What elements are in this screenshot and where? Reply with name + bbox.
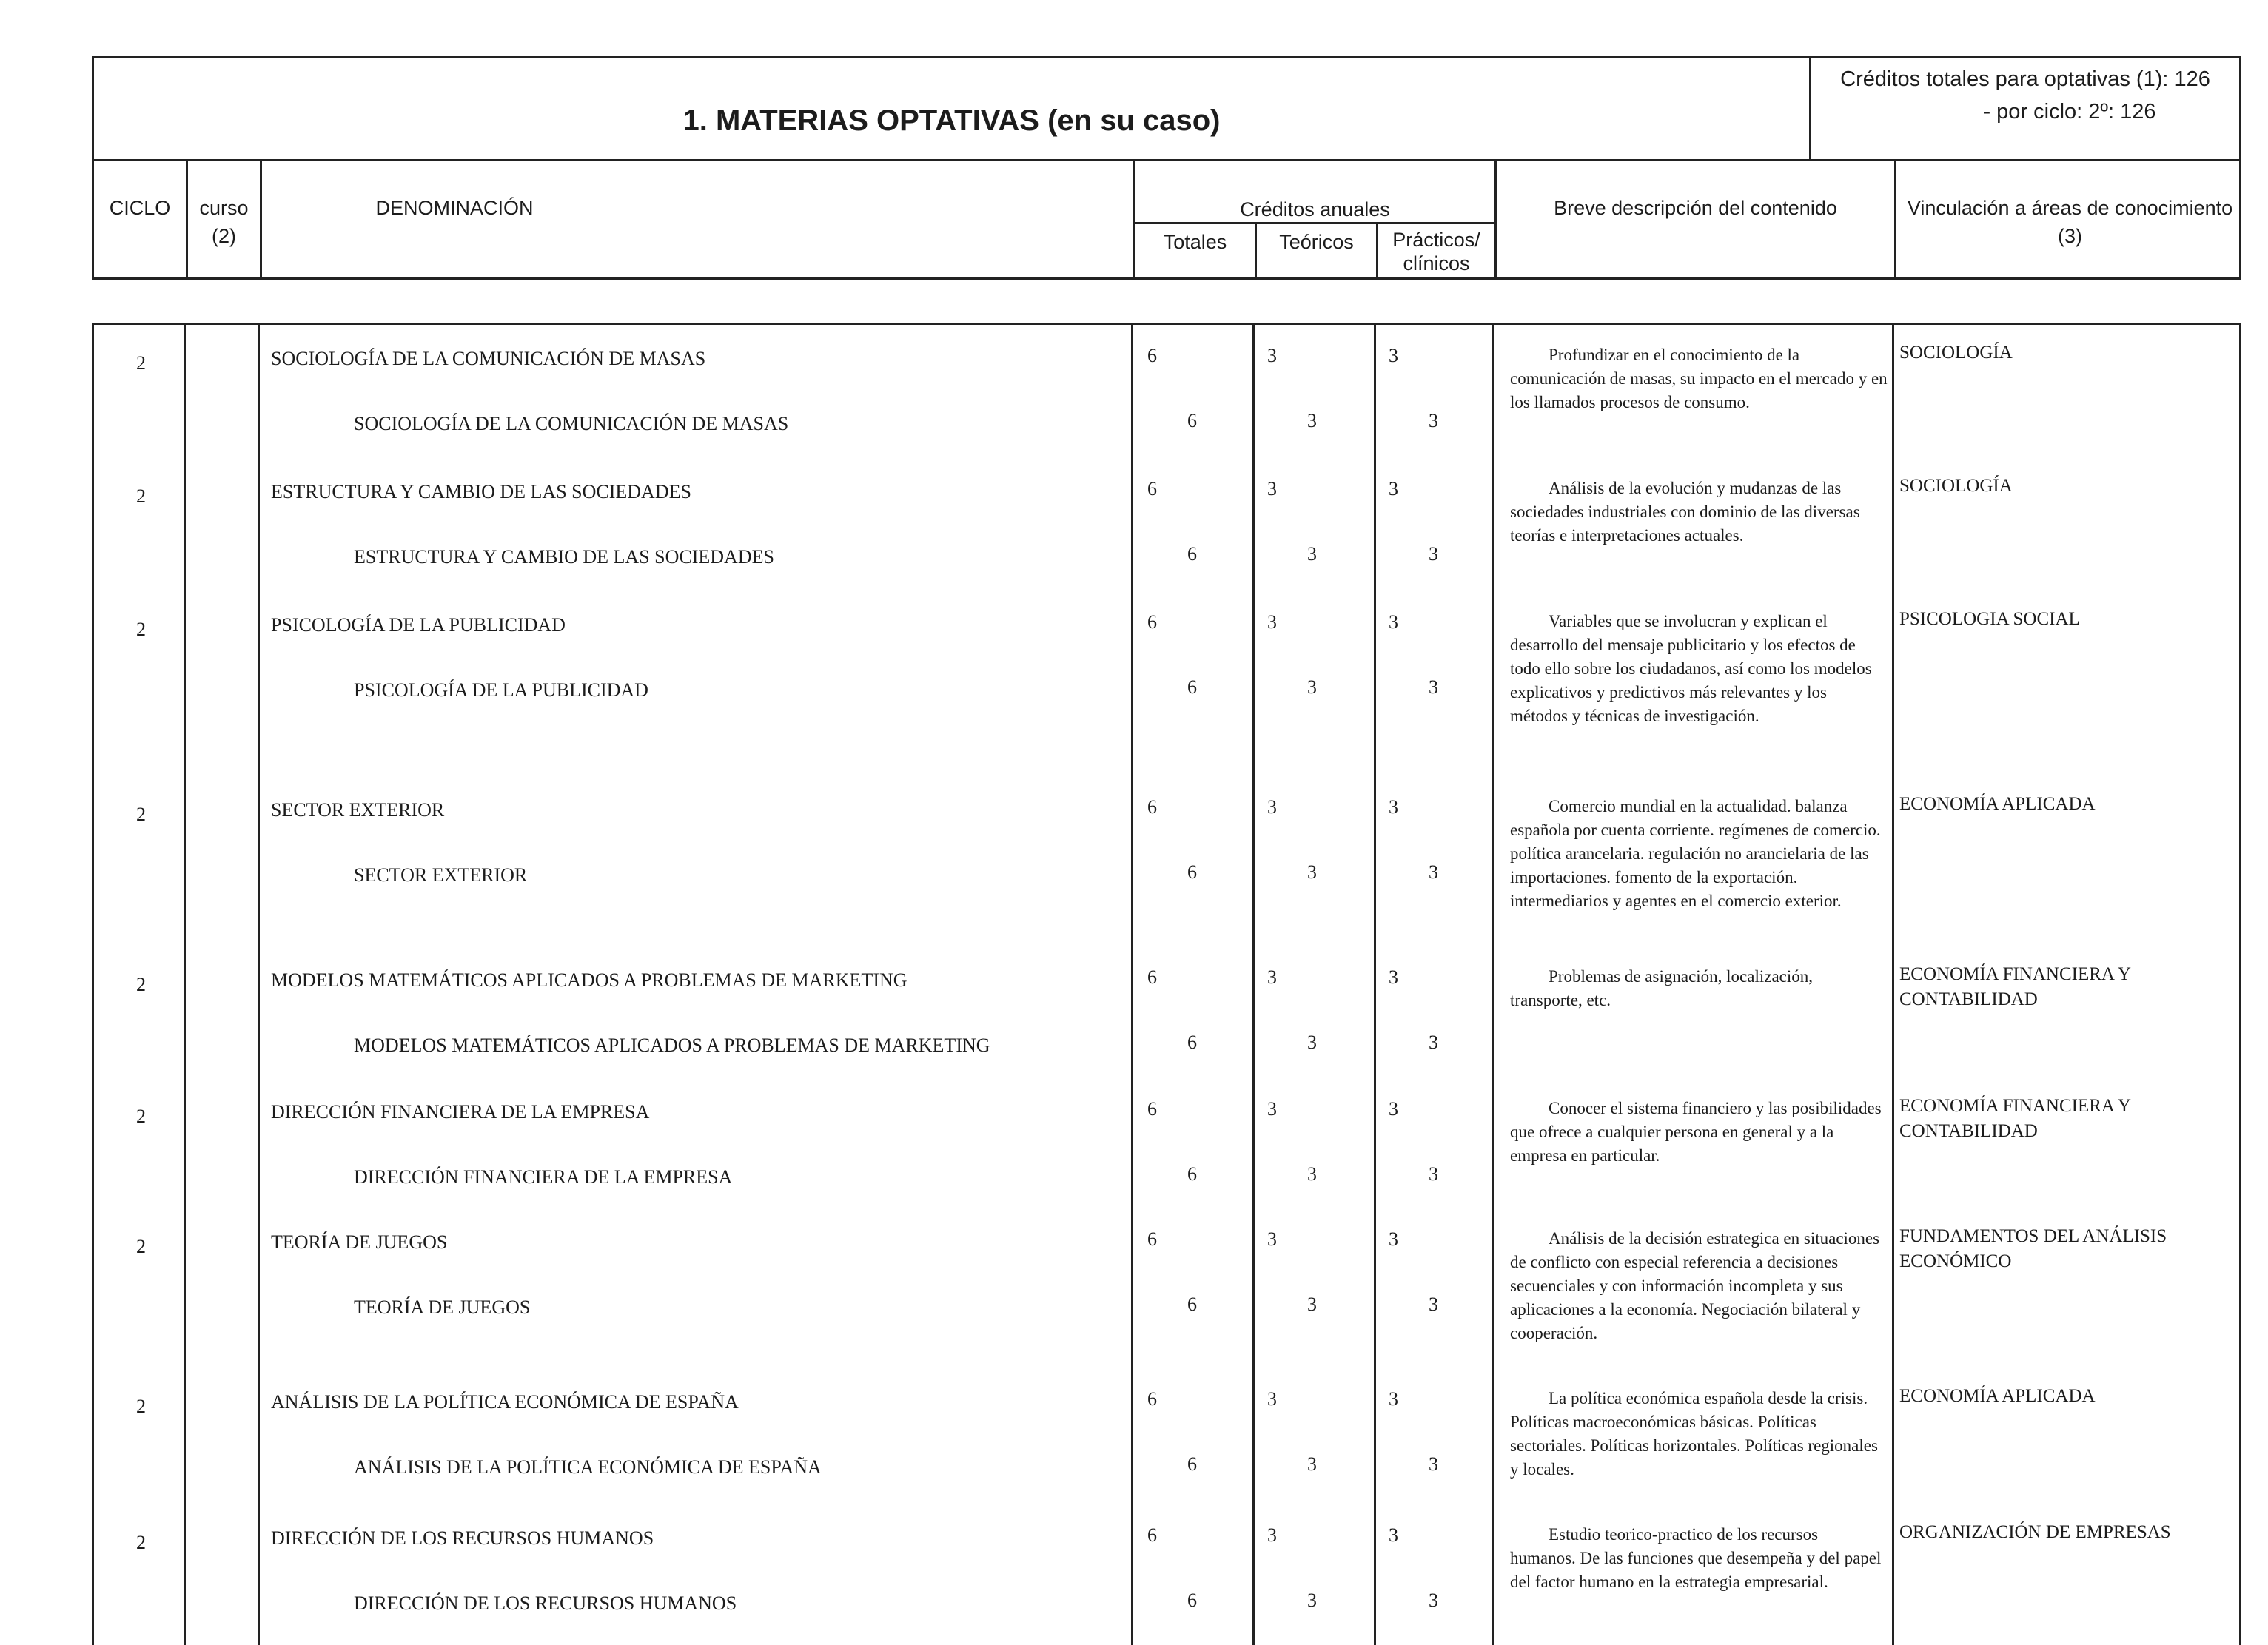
- table-rule: [92, 325, 94, 1645]
- asignatura-teoricos: 3: [1307, 861, 1317, 883]
- asignatura-practicos: 3: [1429, 1032, 1438, 1053]
- column-headers: [92, 161, 2241, 280]
- asignatura-name: SECTOR EXTERIOR: [354, 864, 528, 886]
- asignatura-teoricos: 3: [1307, 676, 1317, 698]
- asignatura-practicos: 3: [1429, 1163, 1438, 1185]
- header-vinculacion-label: Vinculación a áreas de conocimiento: [1907, 197, 2233, 219]
- creditos-totales: 6: [1147, 478, 1157, 499]
- asignatura-totales: 6: [1187, 410, 1197, 431]
- descripcion-contenido: La política económica española desde la crisis. Políticas macroeconómicas básicas. Políticas sectoriales. Políticas horizontales. Políticas regionales y locales.: [1510, 1389, 1878, 1479]
- header-curso: [188, 194, 260, 250]
- asignatura-practicos: 3: [1429, 1294, 1438, 1315]
- area-conocimiento: ECONOMÍA FINANCIERA Y CONTABILIDAD: [1899, 1096, 2131, 1141]
- area-conocimiento: ORGANIZACIÓN DE EMPRESAS: [1899, 1522, 2171, 1542]
- header-denominacion: DENOMINACIÓN: [375, 197, 534, 219]
- creditos-teoricos: 3: [1267, 611, 1277, 633]
- descripcion-contenido: Análisis de la evolución y mudanzas de las sociedades industriales con dominio de las diversas teorías e interpretaciones actuales.: [1510, 479, 1860, 545]
- creditos-teoricos: 3: [1267, 345, 1277, 366]
- table-rule: [258, 325, 260, 1645]
- ciclo-value: 2: [136, 352, 146, 374]
- asignatura-totales: 6: [1187, 861, 1197, 883]
- header-creditos-anuales: Créditos anuales: [1240, 198, 1390, 221]
- header-vinculacion-note: (3): [2058, 225, 2082, 247]
- creditos-teoricos: 3: [1267, 966, 1277, 988]
- asignatura-practicos: 3: [1429, 543, 1438, 565]
- creditos-totales: 6: [1147, 1098, 1157, 1120]
- asignatura-totales: 6: [1187, 1590, 1197, 1611]
- creditos-totales: 6: [1147, 345, 1157, 366]
- asignatura-practicos: 3: [1429, 1590, 1438, 1611]
- ciclo-value: 2: [136, 485, 146, 507]
- ciclo-value: 2: [136, 1106, 146, 1127]
- asignatura-name: MODELOS MATEMÁTICOS APLICADOS A PROBLEMAS DE MARKETING: [354, 1035, 990, 1056]
- materia-name: TEORÍA DE JUEGOS: [271, 1231, 448, 1253]
- page-title: 1. MATERIAS OPTATIVAS (en su caso): [682, 104, 1221, 137]
- header-curso-label: curso: [199, 197, 249, 219]
- descripcion-contenido: Profundizar en el conocimiento de la comunicación de masas, su impacto en el mercado y en los llamados procesos de consumo.: [1510, 346, 1888, 411]
- materia-name: ANÁLISIS DE LA POLÍTICA ECONÓMICA DE ESPAÑA: [271, 1391, 739, 1413]
- table-rule: [1252, 325, 1255, 1645]
- descripcion-contenido: Comercio mundial en la actualidad. balanza española por cuenta corriente. regímenes de comercio. política arancelaria. regulación no arancielaria de las importaciones. fomento de la exportación. intermediarios y agentes en el comercio exterior.: [1510, 797, 1881, 910]
- area-conocimiento: SOCIOLOGÍA: [1899, 476, 2013, 496]
- creditos-practicos: 3: [1389, 1228, 1398, 1250]
- materia-name: ESTRUCTURA Y CAMBIO DE LAS SOCIEDADES: [271, 481, 691, 502]
- materia-name: MODELOS MATEMÁTICOS APLICADOS A PROBLEMAS DE MARKETING: [271, 969, 907, 991]
- area-conocimiento: FUNDAMENTOS DEL ANÁLISIS ECONÓMICO: [1899, 1226, 2167, 1271]
- ciclo-value: 2: [136, 1396, 146, 1417]
- asignatura-teoricos: 3: [1307, 1590, 1317, 1611]
- descripcion-contenido: Variables que se involucran y explican el desarrollo del mensaje publicitario y los efectos de todo ello sobre los ciudadanos, así como los modelos explicativos y predictivos más relevantes y los métodos y técnicas de investigación.: [1510, 612, 1872, 725]
- area-conocimiento: SOCIOLOGÍA: [1899, 343, 2013, 363]
- materia-name: PSICOLOGÍA DE LA PUBLICIDAD: [271, 614, 566, 636]
- ciclo-value: 2: [136, 1532, 146, 1553]
- table-rule: [184, 325, 186, 1645]
- materia-name: DIRECCIÓN FINANCIERA DE LA EMPRESA: [271, 1101, 650, 1123]
- creditos-practicos: 3: [1389, 1524, 1398, 1546]
- header-curso-note: (2): [212, 225, 236, 247]
- table-rule: [1892, 325, 1894, 1645]
- asignatura-totales: 6: [1187, 676, 1197, 698]
- asignatura-name: ANÁLISIS DE LA POLÍTICA ECONÓMICA DE ESPAÑA: [354, 1456, 822, 1478]
- asignatura-teoricos: 3: [1307, 543, 1317, 565]
- table-rule: [2239, 325, 2241, 1645]
- asignatura-name: PSICOLOGÍA DE LA PUBLICIDAD: [354, 679, 648, 701]
- creditos-totales: 6: [1147, 1228, 1157, 1250]
- asignatura-teoricos: 3: [1307, 410, 1317, 431]
- ciclo-value: 2: [136, 1236, 146, 1257]
- credits-per-cycle: - por ciclo: 2º: 126: [1983, 100, 2156, 124]
- creditos-totales: 6: [1147, 611, 1157, 633]
- header-teoricos: Teóricos: [1279, 231, 1354, 253]
- area-conocimiento: ECONOMÍA APLICADA: [1899, 1386, 2096, 1406]
- asignatura-totales: 6: [1187, 543, 1197, 565]
- creditos-teoricos: 3: [1267, 1524, 1277, 1546]
- creditos-practicos: 3: [1389, 966, 1398, 988]
- table-rule: [1131, 325, 1133, 1645]
- asignatura-totales: 6: [1187, 1294, 1197, 1315]
- asignatura-name: SOCIOLOGÍA DE LA COMUNICACIÓN DE MASAS: [354, 413, 789, 434]
- asignatura-teoricos: 3: [1307, 1032, 1317, 1053]
- asignatura-practicos: 3: [1429, 1453, 1438, 1475]
- asignatura-teoricos: 3: [1307, 1163, 1317, 1185]
- creditos-totales: 6: [1147, 966, 1157, 988]
- materia-name: DIRECCIÓN DE LOS RECURSOS HUMANOS: [271, 1527, 654, 1549]
- materia-name: SOCIOLOGÍA DE LA COMUNICACIÓN DE MASAS: [271, 348, 706, 369]
- asignatura-teoricos: 3: [1307, 1294, 1317, 1315]
- creditos-teoricos: 3: [1267, 1098, 1277, 1120]
- descripcion-contenido: Problemas de asignación, localización, transporte, etc.: [1510, 967, 1814, 1009]
- creditos-teoricos: 3: [1267, 796, 1277, 818]
- asignatura-practicos: 3: [1429, 410, 1438, 431]
- asignatura-name: DIRECCIÓN FINANCIERA DE LA EMPRESA: [354, 1166, 733, 1188]
- descripcion-contenido: Análisis de la decisión estrategica en situaciones de conflicto con especial referencia a decisiones secuenciales y con información incompleta y sus aplicaciones a la economía. Negociación bilateral y cooperación.: [1510, 1229, 1880, 1342]
- creditos-totales: 6: [1147, 796, 1157, 818]
- ciclo-value: 2: [136, 804, 146, 825]
- credits-total: Créditos totales para optativas (1): 126: [1840, 67, 2210, 91]
- header-descripcion: Breve descripción del contenido: [1554, 197, 1837, 219]
- asignatura-practicos: 3: [1429, 676, 1438, 698]
- table-rule: [1374, 325, 1376, 1645]
- creditos-practicos: 3: [1389, 796, 1398, 818]
- creditos-practicos: 3: [1389, 345, 1398, 366]
- creditos-totales: 6: [1147, 1524, 1157, 1546]
- materia-name: SECTOR EXTERIOR: [271, 799, 445, 821]
- creditos-totales: 6: [1147, 1388, 1157, 1410]
- table-rule: [1492, 325, 1494, 1645]
- header-totales: Totales: [1163, 231, 1227, 253]
- asignatura-totales: 6: [1187, 1032, 1197, 1053]
- descripcion-contenido: Estudio teorico-practico de los recursos humanos. De las funciones que desempeña y del papel del factor humano en la estrategia empresarial.: [1510, 1525, 1882, 1591]
- asignatura-name: TEORÍA DE JUEGOS: [354, 1296, 531, 1318]
- creditos-teoricos: 3: [1267, 478, 1277, 499]
- creditos-practicos: 3: [1389, 1388, 1398, 1410]
- ciclo-value: 2: [136, 974, 146, 995]
- area-conocimiento: PSICOLOGIA SOCIAL: [1899, 609, 2080, 629]
- creditos-practicos: 3: [1389, 611, 1398, 633]
- ciclo-value: 2: [136, 619, 146, 640]
- descripcion-contenido: Conocer el sistema financiero y las posibilidades que ofrece a cualquier persona en general y a la empresa en particular.: [1510, 1099, 1882, 1165]
- asignatura-name: ESTRUCTURA Y CAMBIO DE LAS SOCIEDADES: [354, 546, 774, 568]
- creditos-practicos: 3: [1389, 1098, 1398, 1120]
- credits-summary: [1811, 63, 2239, 128]
- creditos-teoricos: 3: [1267, 1388, 1277, 1410]
- area-conocimiento: ECONOMÍA FINANCIERA Y CONTABILIDAD: [1899, 964, 2131, 1009]
- asignatura-practicos: 3: [1429, 861, 1438, 883]
- asignatura-totales: 6: [1187, 1163, 1197, 1185]
- header-practicos: Prácticos/ clínicos: [1392, 229, 1480, 275]
- header-vinculacion: [1896, 194, 2244, 250]
- asignatura-totales: 6: [1187, 1453, 1197, 1475]
- header-ciclo: CICLO: [109, 197, 171, 219]
- asignatura-teoricos: 3: [1307, 1453, 1317, 1475]
- form-header: [92, 56, 2241, 161]
- creditos-practicos: 3: [1389, 478, 1398, 499]
- creditos-teoricos: 3: [1267, 1228, 1277, 1250]
- area-conocimiento: ECONOMÍA APLICADA: [1899, 794, 2096, 814]
- asignatura-name: DIRECCIÓN DE LOS RECURSOS HUMANOS: [354, 1592, 737, 1614]
